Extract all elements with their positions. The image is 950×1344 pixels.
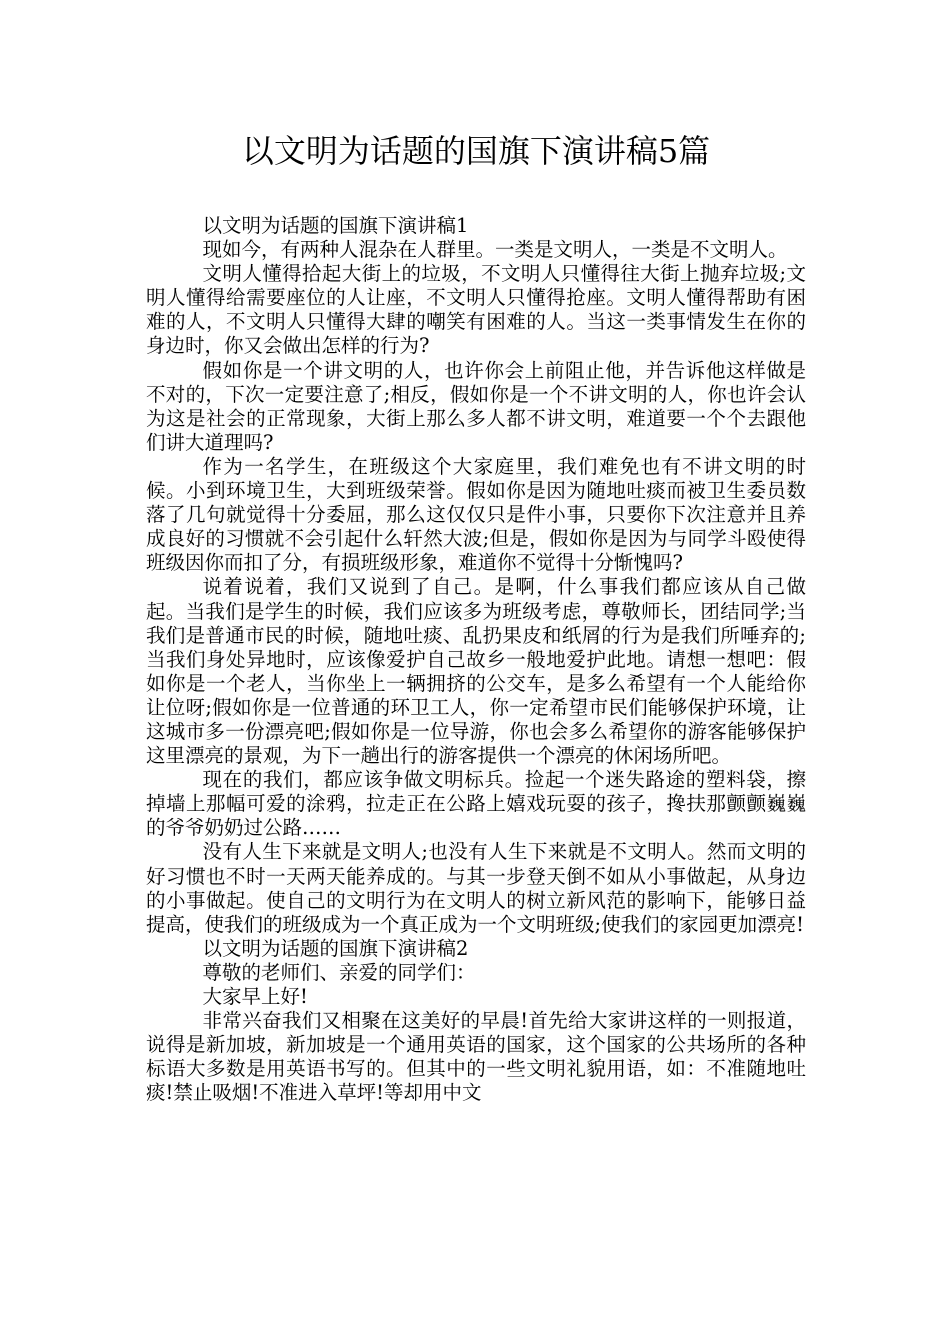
paragraph: 非常兴奋我们又相聚在这美好的早晨!首先给大家讲这样的一则报道，说得是新加坡，新加坡是一个通用英语的国家，这个国家的公共场所的各种标语大多数是用英语书写的。但其中的一些文明礼貌用语，如：不准随地吐痰!禁止吸烟!不准进入草坪!等却用中文 [146,1009,806,1105]
paragraph: 没有人生下来就是文明人;也没有人生下来就是不文明人。然而文明的好习惯也不时一天两天能养成的。与其一步登天倒不如从小事做起，从身边的小事做起。使自己的文明行为在文明人的树立新风范的影响下，能够日益提高，使我们的班级成为一个真正成为一个文明班级;使我们的家园更加漂亮! [146,840,806,936]
paragraph: 作为一名学生，在班级这个大家庭里，我们难免也有不讲文明的时候。小到环境卫生，大到班级荣誉。假如你是因为随地吐痰而被卫生委员数落了几句就觉得十分委屈，那么这仅仅只是件小事，只要你下次注意并且养成良好的习惯就不会引起什么轩然大波;但是，假如你是因为与同学斗殴使得班级因你而扣了分，有损班级形象，难道你不觉得十分惭愧吗? [146,454,806,575]
salutation: 尊敬的老师们、亲爱的同学们： [202,960,476,984]
paragraph: 现如今，有两种人混杂在人群里。一类是文明人，一类是不文明人。 [202,238,788,262]
document-title: 以文明为话题的国旗下演讲稿5篇 [241,132,711,170]
paragraph: 现在的我们，都应该争做文明标兵。捡起一个迷失路途的塑料袋，擦掉墙上那幅可爱的涂鸦，拉走正在公路上嬉戏玩耍的孩子，搀扶那颤颤巍巍的爷爷奶奶过公路…… [146,768,806,840]
document-page [146,128,806,1105]
section-heading-1: 以文明为话题的国旗下演讲稿1 [202,214,469,237]
paragraph: 说着说着，我们又说到了自己。是啊，什么事我们都应该从自己做起。当我们是学生的时候，我们应该多为班级考虑，尊敬师长，团结同学;当我们是普通市民的时候，随地吐痰、乱扔果皮和纸屑的行为是我们所唾弃的;当我们身处异地时，应该像爱护自己故乡一般地爱护此地。请想一想吧：假如你是一个老人，当你坐上一辆拥挤的公交车，是多么希望有一个人能给你让位呀;假如你是一位普通的环卫工人，你一定希望市民们能够保护环境，让这城市多一份漂亮吧;假如你是一位导游，你也会多么希望你的游客能够保护这里漂亮的景观，为下一趟出行的游客提供一个漂亮的休闲场所吧。 [146,575,806,768]
paragraph: 假如你是一个讲文明的人，也许你会上前阻止他，并告诉他这样做是不对的，下次一定要注意了;相反，假如你是一个不讲文明的人，你也许会认为这是社会的正常现象，大街上那么多人都不讲文明，难道要一个个去跟他们讲大道理吗? [146,358,806,454]
greeting: 大家早上好! [202,985,308,1008]
paragraph: 文明人懂得拾起大街上的垃圾，不文明人只懂得往大街上抛弃垃圾;文明人懂得给需要座位的人让座，不文明人只懂得抢座。文明人懂得帮助有困难的人，不文明人只懂得大肆的嘲笑有困难的人。当这一类事情发生在你的身边时，你又会做出怎样的行为? [146,262,806,358]
section-heading-2: 以文明为话题的国旗下演讲稿2 [202,936,469,960]
